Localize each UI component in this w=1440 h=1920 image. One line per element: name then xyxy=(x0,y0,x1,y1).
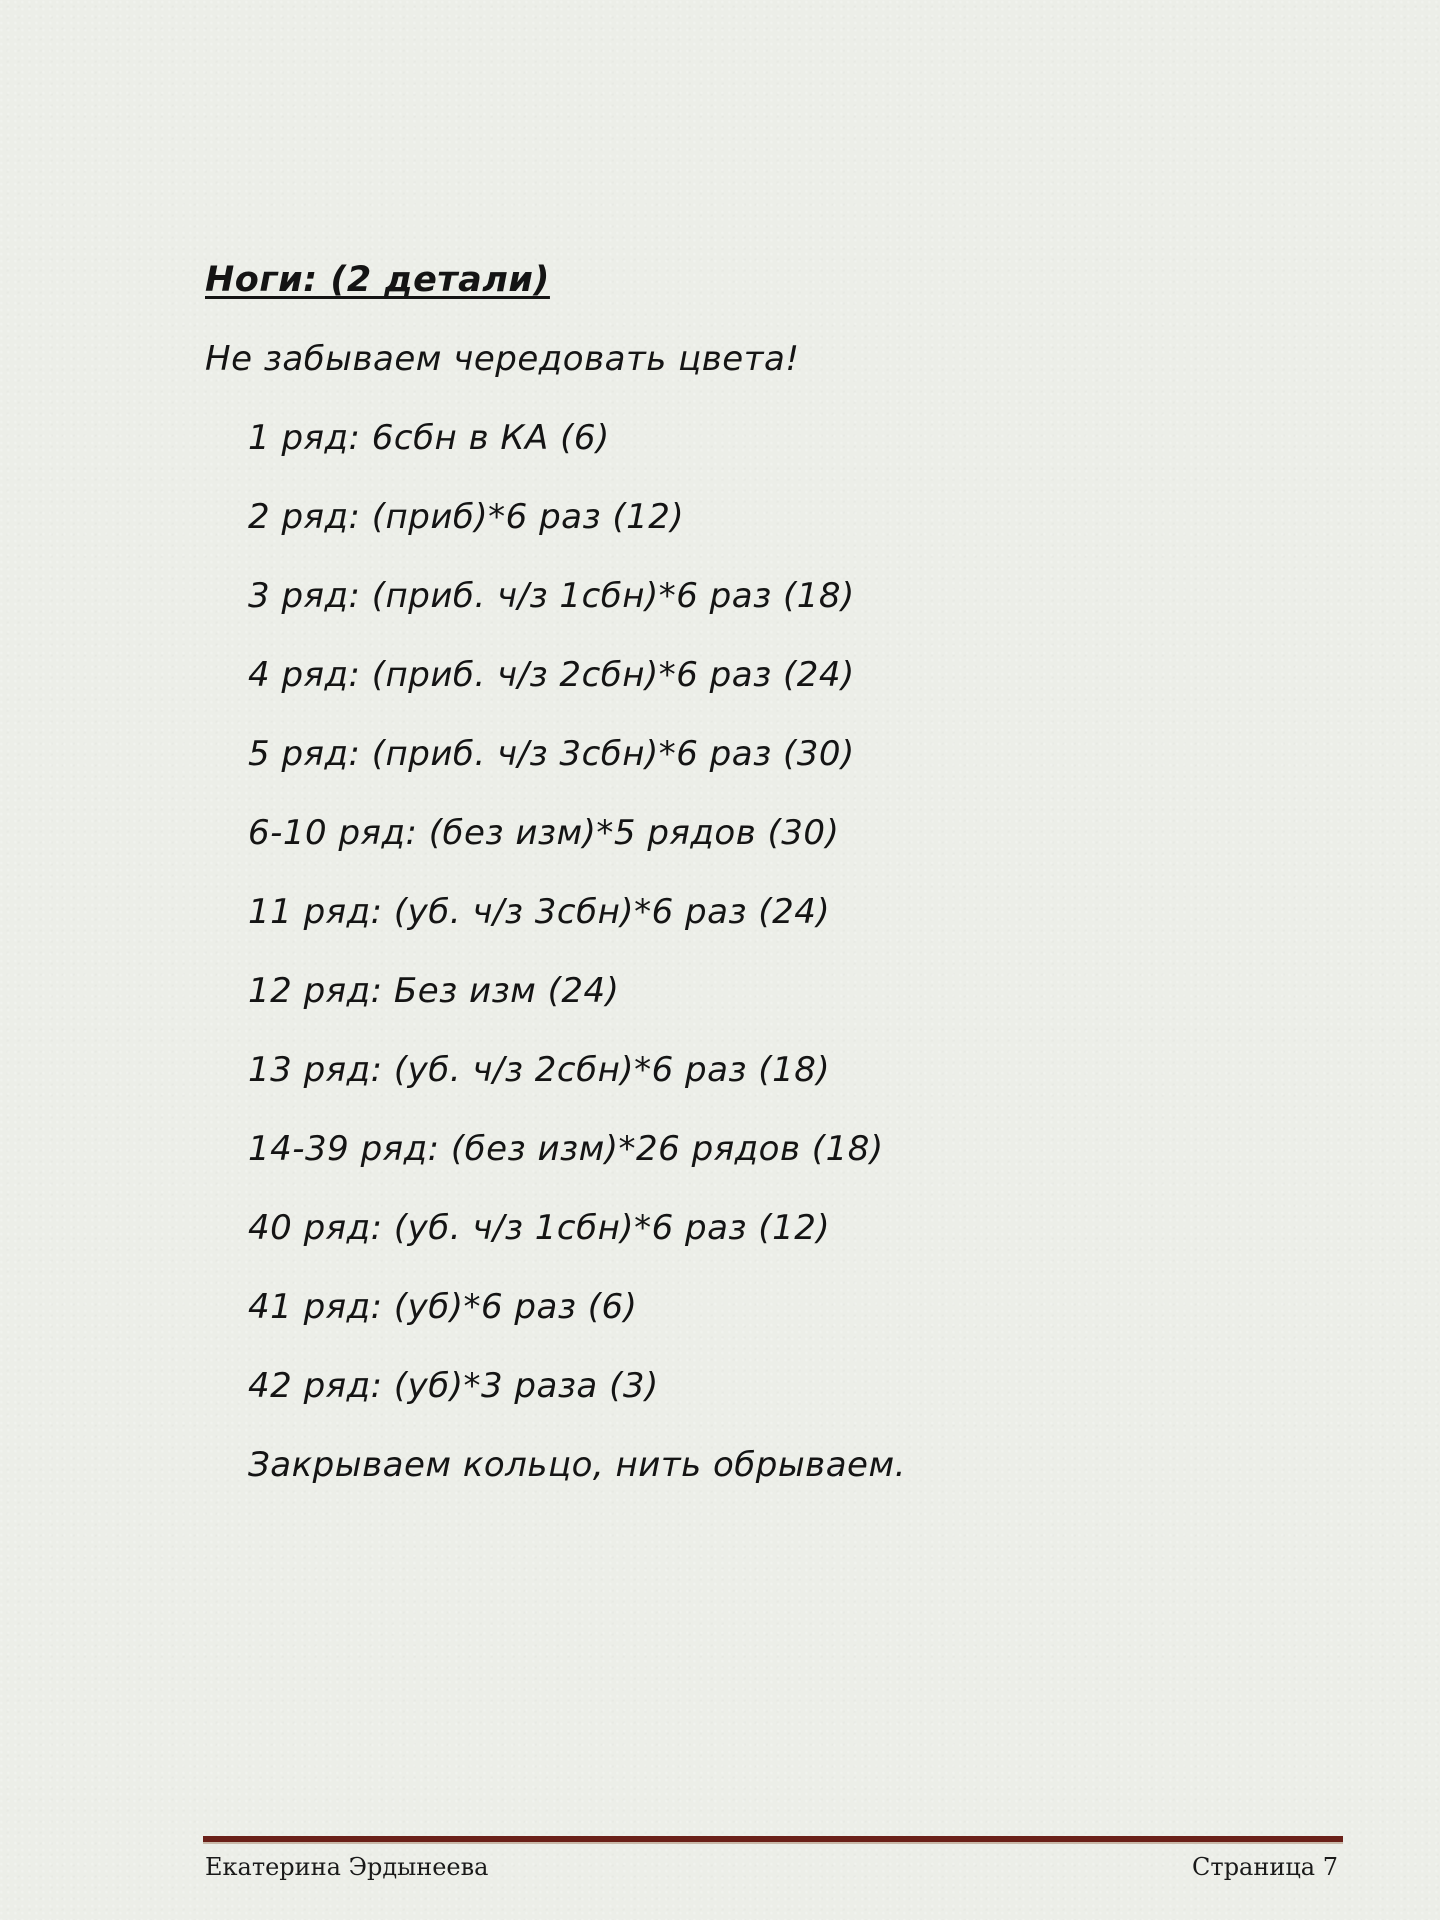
section-heading: Ноги: (2 детали) xyxy=(205,260,550,300)
row-instruction: 40 ряд: (уб. ч/з 1сбн)*6 раз (12) xyxy=(248,1208,831,1248)
row-instruction: 41 ряд: (уб)*6 раз (6) xyxy=(248,1287,638,1327)
row-instruction: 2 ряд: (приб)*6 раз (12) xyxy=(248,497,685,537)
row-instructions-list xyxy=(205,413,1305,1411)
row-instruction: 11 ряд: (уб. ч/з 3сбн)*6 раз (24) xyxy=(248,892,831,932)
row-instruction: 6-10 ряд: (без изм)*5 рядов (30) xyxy=(248,813,840,853)
intro-note: Не забываем чередовать цвета! xyxy=(205,339,800,379)
row-instruction: 12 ряд: Без изм (24) xyxy=(248,971,620,1011)
row-instruction: 5 ряд: (приб. ч/з 3сбн)*6 раз (30) xyxy=(248,734,855,774)
footer-author: Екатерина Эрдынеева xyxy=(205,1853,489,1881)
row-instruction: 13 ряд: (уб. ч/з 2сбн)*6 раз (18) xyxy=(248,1050,831,1090)
row-instruction: 4 ряд: (приб. ч/з 2сбн)*6 раз (24) xyxy=(248,655,855,695)
closing-instruction: Закрываем кольцо, нить обрываем. xyxy=(248,1445,906,1485)
row-instruction: 42 ряд: (уб)*3 раза (3) xyxy=(248,1366,659,1406)
row-instruction: 14-39 ряд: (без изм)*26 рядов (18) xyxy=(248,1129,884,1169)
row-instruction: 3 ряд: (приб. ч/з 1сбн)*6 раз (18) xyxy=(248,576,855,616)
page-content xyxy=(205,255,1305,1490)
footer-page-number: Страница 7 xyxy=(1192,1853,1338,1881)
footer-divider xyxy=(203,1836,1343,1844)
row-instruction: 1 ряд: 6сбн в КА (6) xyxy=(248,418,610,458)
